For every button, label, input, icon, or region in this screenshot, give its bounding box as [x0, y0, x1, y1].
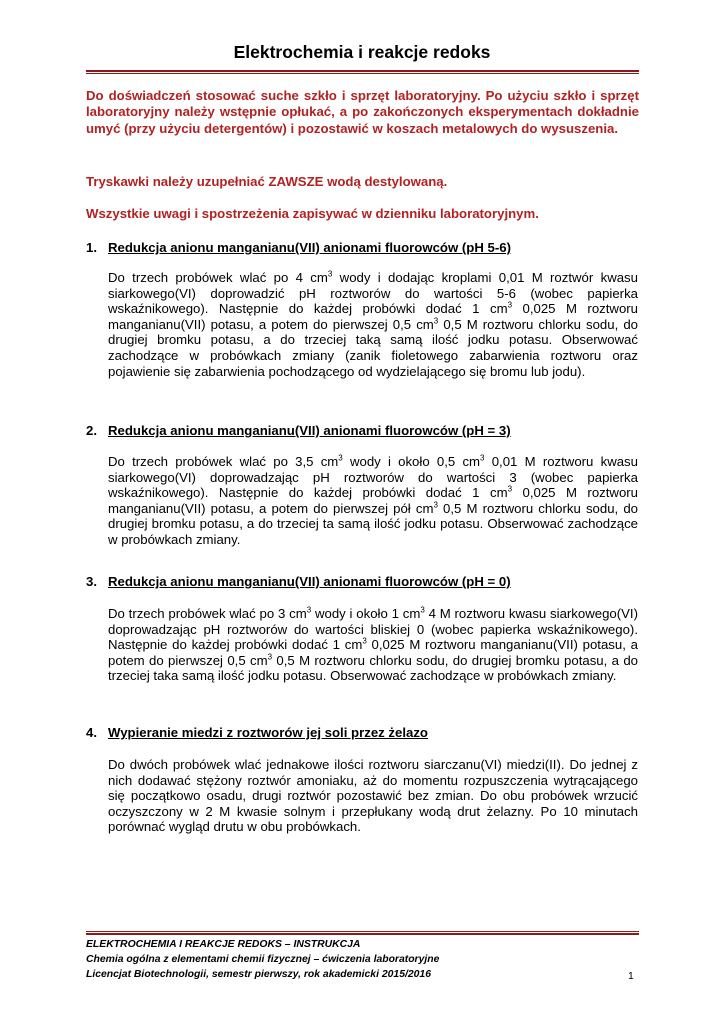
section-4-body: Do dwóch probówek wlać jednakowe ilości roztworu siarczanu(VI) miedzi(II). Do jednej z nich dodawać stężony roztwór amoniaku, aż do momentu rozpuszczenia wytrącającego się początkowo osadu, drugi roztwór pozostawić bez zmian. Do obu probówek wrzucić oczyszczony w 2 M kwasie solnym i przepłukany wodą drut żelazny. Po 10 minutach porównać wygląd drutu w obu probówkach. [108, 757, 638, 835]
footer-line-3: Licencjat Biotechnologii, semestr pierwszy, rok akademicki 2015/2016 [86, 969, 431, 980]
footer-line-1: ELEKTROCHEMIA I REAKCJE REDOKS – INSTRUKCJA [86, 939, 361, 950]
section-1-heading [86, 240, 639, 256]
section-2-heading [86, 423, 639, 439]
section-number: 1. [86, 240, 97, 255]
section-number: 4. [86, 725, 97, 740]
section-2-body: Do trzech probówek wlać po 3,5 $cm^3$ wody i około 0,5 $cm^3$ 0,01 M roztworu kwasu siarkowego(VI) doprowadzając pH roztworów do wartości 3 (wobec papierka wskaźnikowego). Następnie do każdej probówki dodać 1 $cm^3$ 0,025 M roztworu manganianu(VII) potasu, a potem do pierwszej pół $cm^3$ 0,5 M roztworu chlorku sodu, do drugiej bromku potasu, a do trzeciej ta samą ilość jodku potasu. Obserwować zachodzące w probówkach zmiany. [108, 453, 639, 547]
page-title: Elektrochemia i reakcje redoks [233, 42, 491, 62]
section-title: Redukcja anionu manganianu(VII) anionami fluorowców (pH = 0) [108, 574, 511, 589]
section-4-heading [86, 725, 639, 741]
notice-wash-bottles: Tryskawki należy uzupełniać ZAWSZE wodą destylowaną. [86, 174, 448, 189]
notice-glassware: Do doświadczeń stosować suche szkło i sprzęt laboratoryjny. Po użyciu szkło i sprzęt laboratoryjny należy wstępnie opłukać, a po zakończonych eksperymentach dokładnie umyć (przy użyciu detergentów) i pozostawić w koszach metalowych do wysuszenia. [86, 88, 639, 136]
notice-lab-journal: Wszystkie uwagi i spostrzeżenia zapisywać w dzienniku laboratoryjnym. [86, 206, 539, 221]
footer-divider [86, 931, 639, 935]
section-3-body: Do trzech probówek wlać po 3 $cm^3$ wody i około 1 $cm^3$ 4 M roztworu kwasu siarkowego(VI) doprowadzając pH roztworów do wartości bliskiej 0 (wobec papierka wskaźnikowego). Następnie do każdej probówki dodać 1 $cm^3$ 0,025 M roztworu manganianu(VII) potasu, a potem do pierwszej 0,5 $cm^3$ 0,5 M roztworu chlorku sodu, do drugiej bromku potasu, a do trzeciej taka samą ilość jodku potasu. Obserwować zachodzące w probówkach zmiany. [108, 605, 639, 684]
section-title: Redukcja anionu manganianu(VII) anionami fluorowców (pH 5-6) [108, 240, 511, 255]
section-number: 2. [86, 423, 97, 438]
footer-line-2: Chemia ogólna z elementami chemii fizycznej – ćwiczenia laboratoryjne [86, 954, 440, 965]
section-title: Redukcja anionu manganianu(VII) anionami fluorowców (pH = 3) [108, 423, 511, 438]
section-number: 3. [86, 574, 97, 589]
page-number: 1 [628, 971, 634, 982]
section-title: Wypieranie miedzi z roztworów jej soli przez żelazo [108, 725, 428, 740]
header-divider [86, 70, 639, 74]
section-1-body: Do trzech probówek wlać po 4 $cm^3$ wody i dodając kroplami 0,01 M roztwór kwasu siarkowego(VI) doprowadzić pH roztworów do wartości 5-6 (wobec papierka wskaźnikowego). Następnie do każdej probówki dodać 1 $cm^3$ 0,025 M roztworu manganianu(VII) potasu, a potem do pierwszej 0,5 $cm^3$ 0,5 M roztworu chlorku sodu, do drugiej bromku potasu, a do trzeciej taką samą ilość jodku potasu. Obserwować zachodzące w probówkach zmiany (zanik fioletowego zabarwienia roztworu oraz pojawienie się zabarwienia pochodzącego od wydzielającego się bromu lub jodu). [108, 269, 639, 379]
section-3-heading [86, 574, 639, 590]
